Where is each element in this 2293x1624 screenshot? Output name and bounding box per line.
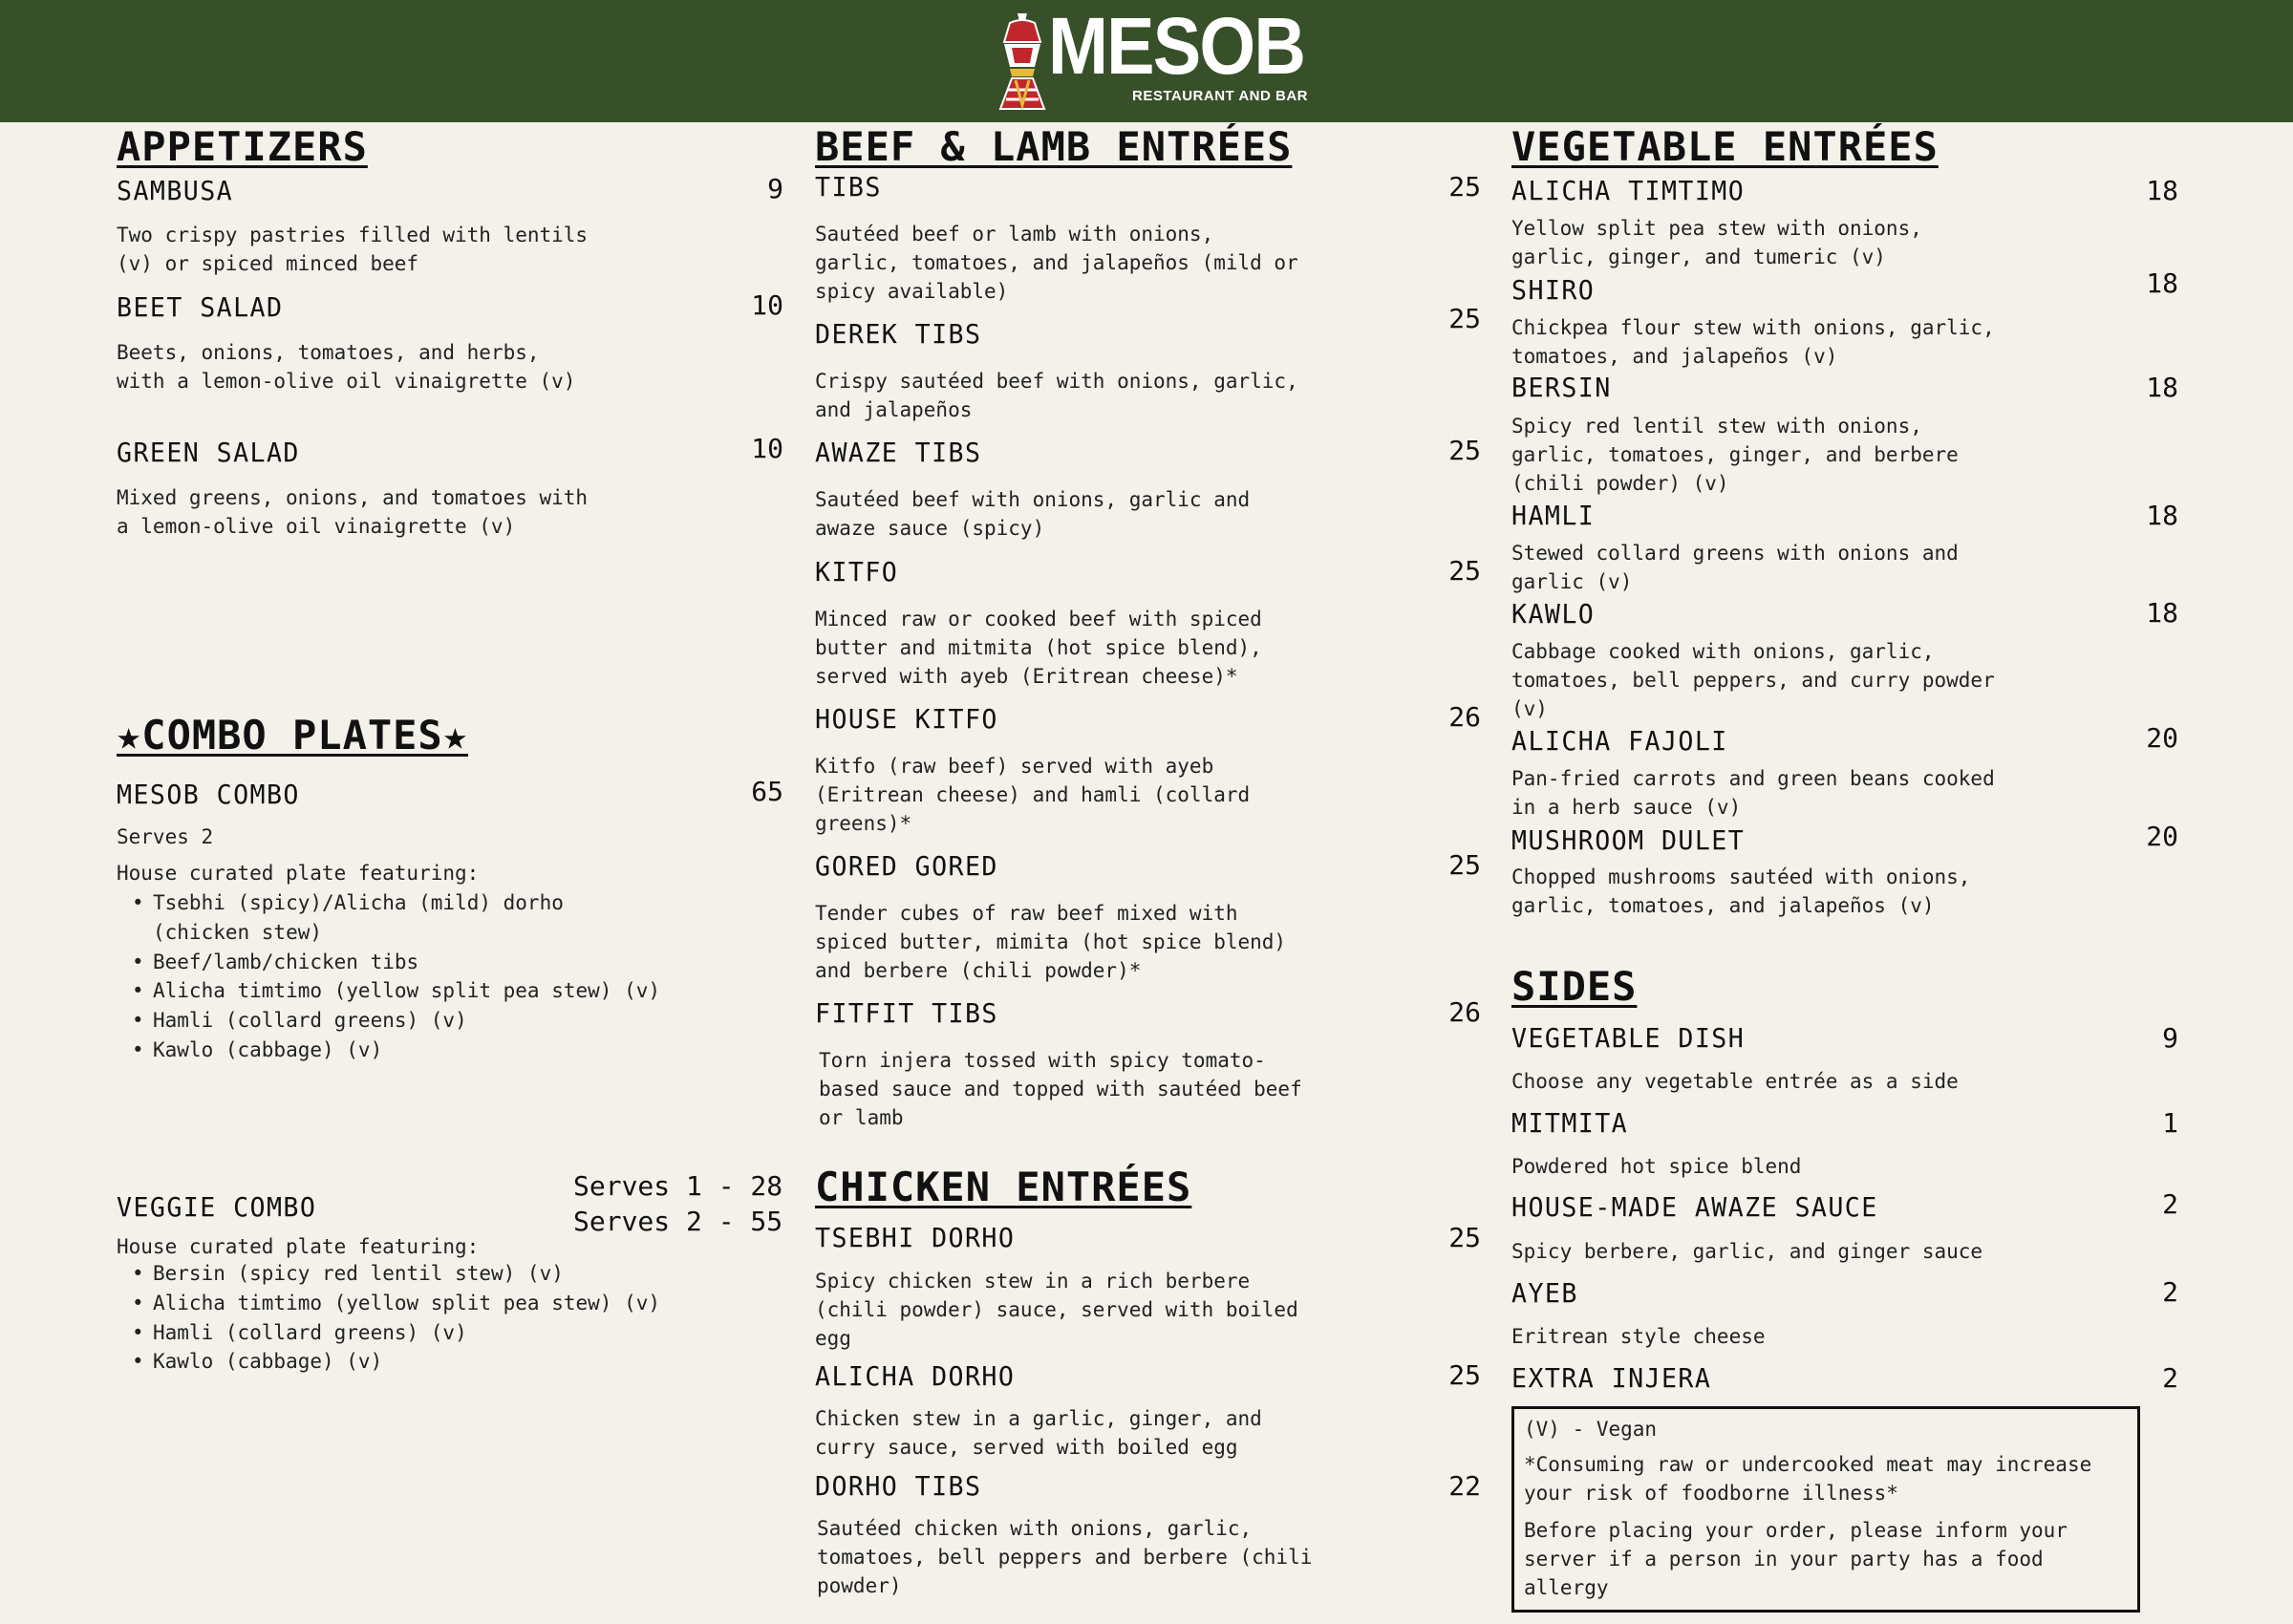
menu-item-price: 18 [2146,175,2178,206]
menu-item-description: Beets, onions, tomatoes, and herbs, with a lemon-olive oil vinaigrette (v) [117,341,576,393]
menu-item-price: 9 [767,173,783,204]
list-item: • Bersin (spicy red lentil stew) (v) [117,1259,660,1289]
menu-item-description: Eritrean style cheese [1511,1325,1766,1348]
menu-item-description: Crispy sautéed beef with onions, garlic, and jalapeños [815,370,1298,421]
menu-item-description: Choose any vegetable entrée as a side [1511,1070,1959,1093]
menu-item-description: Spicy berbere, garlic, and ginger sauce [1511,1240,1983,1263]
menu-item-name: GREEN SALAD [117,437,300,468]
menu-item-price: 20 [2146,821,2178,852]
list-item: • Hamli (collard greens) (v) [117,1006,660,1036]
menu-item-price: 25 [1448,435,1481,466]
menu-item-description: Sautéed beef with onions, garlic and awaze sauce (spicy) [815,488,1251,540]
appetizers-title: APPETIZERS [117,123,368,170]
menu-item-name: HOUSE KITFO [815,703,998,735]
veggie-combo-price-1: Serves 1 - 28 [573,1170,783,1202]
menu-item-name: SHIRO [1511,274,1596,306]
menu-item-name: TIBS [815,171,882,203]
menu-item-name: HAMLI [1511,500,1596,531]
menu-item-description: Powdered hot spice blend [1511,1155,1802,1178]
menu-item-name: MITMITA [1511,1107,1629,1139]
menu-item-name: BERSIN [1511,372,1612,403]
menu-item-description: Sautéed chicken with onions, garlic, tomatoes, bell peppers and berbere (chili powder) [817,1517,1313,1597]
menu-item-price: 10 [751,289,783,321]
menu-item-description: Spicy chicken stew in a rich berbere (chili powder) sauce, served with boiled egg [815,1270,1298,1350]
menu-item-name: MUSHROOM DULET [1511,824,1746,856]
combo-serves: Serves 2 [117,825,214,848]
list-item: • Tsebhi (spicy)/Alicha (mild) dorho (chicken stew) [117,888,660,948]
vegan-legend: (V) - Vegan [1524,1418,1658,1441]
menu-item-price: 9 [2162,1022,2178,1054]
menu-item-name: ALICHA DORHO [815,1360,1016,1392]
dietary-notice-box [1511,1406,2140,1613]
menu-item-description: Minced raw or cooked beef with spiced butter and mitmita (hot spice blend), served with ayeb (Eritrean cheese)* [815,608,1262,688]
menu-item-price: 20 [2146,722,2178,754]
menu-item-name: BEET SALAD [117,291,284,323]
menu-item-description: Chickpea flour stew with onions, garlic, tomatoes, and jalapeños (v) [1511,316,1995,368]
mesob-basket-icon [989,10,1056,113]
menu-item-name: EXTRA INJERA [1511,1362,1712,1394]
raw-meat-warning: *Consuming raw or undercooked meat may increase your risk of foodborne illness* [1524,1453,2092,1505]
menu-item-name: FITFIT TIBS [815,997,998,1029]
beef-lamb-title: BEEF & LAMB ENTRÉES [815,123,1293,170]
menu-item-price: 25 [1448,849,1481,881]
menu-item-name: KAWLO [1511,598,1596,630]
allergy-notice: Before placing your order, please inform your server if a person in your party has a food allergy [1524,1519,2068,1599]
menu-item-name: AWAZE TIBS [815,437,982,468]
menu-item-description: Cabbage cooked with onions, garlic, tomatoes, bell peppers, and curry powder (v) [1511,640,1995,720]
menu-item-price: 25 [1448,1222,1481,1253]
menu-item-name: MESOB COMBO [117,779,300,810]
veggie-combo-price-2: Serves 2 - 55 [573,1206,783,1237]
menu-item-price: 2 [2162,1276,2178,1308]
menu-item-description: Chicken stew in a garlic, ginger, and curry sauce, served with boiled egg [815,1407,1262,1459]
menu-item-price: 18 [2146,597,2178,629]
vegetable-title: VEGETABLE ENTRÉES [1511,123,1939,170]
list-item: • Beef/lamb/chicken tibs [117,948,660,977]
brand-name: MESOB [1048,1,1305,91]
menu-item-price: 2 [2162,1188,2178,1220]
list-item: • Alicha timtimo (yellow split pea stew) (v) [117,976,660,1006]
chicken-title: CHICKEN ENTRÉES [815,1164,1192,1210]
menu-item-name: VEGETABLE DISH [1511,1022,1746,1054]
menu-item-price: 2 [2162,1362,2178,1394]
menu-item-name: SAMBUSA [117,175,234,206]
list-item: • Hamli (collard greens) (v) [117,1318,660,1348]
menu-item-price: 26 [1448,996,1481,1028]
header-banner [0,0,2293,122]
menu-item-price: 10 [751,433,783,464]
combo-plates-title: ★COMBO PLATES★ [117,712,469,759]
menu-item-description: Sautéed beef or lamb with onions, garlic, tomatoes, and jalapeños (mild or spicy available) [815,223,1298,303]
menu-item-name: KITFO [815,556,899,588]
menu-item-price: 1 [2162,1107,2178,1139]
menu-item-price: 65 [751,776,783,807]
menu-item-price: 18 [2146,372,2178,403]
menu-item-price: 25 [1448,1359,1481,1391]
list-item: • Alicha timtimo (yellow split pea stew) (v) [117,1289,660,1318]
menu-item-name: TSEBHI DORHO [815,1222,1016,1253]
brand-subtitle: RESTAURANT AND BAR [1132,88,1308,104]
menu-item-description: Pan-fried carrots and green beans cooked in a herb sauce (v) [1511,767,1995,819]
menu-item-price: 25 [1448,555,1481,587]
menu-item-description: Stewed collard greens with onions and garlic (v) [1511,542,1959,593]
menu-item-description: Spicy red lentil stew with onions, garlic, tomatoes, ginger, and berbere (chili powder) (v) [1511,415,1959,495]
menu-item-description: Chopped mushrooms sautéed with onions, garlic, tomatoes, and jalapeños (v) [1511,865,1971,917]
menu-item-description: Two crispy pastries filled with lentils (v) or spiced minced beef [117,224,589,275]
menu-item-price: 25 [1448,171,1481,203]
menu-item-description: Tender cubes of raw beef mixed with spiced butter, mimita (hot spice blend) and berbere (chili powder)* [815,902,1287,982]
brand-logo [989,1,1308,115]
menu-item-name: DEREK TIBS [815,318,982,350]
menu-item-price: 18 [2146,267,2178,299]
menu-item-price: 26 [1448,701,1481,733]
menu-item-description: Yellow split pea stew with onions, garlic, ginger, and tumeric (v) [1511,217,1922,268]
menu-item-name: HOUSE-MADE AWAZE SAUCE [1511,1191,1878,1223]
list-item: • Kawlo (cabbage) (v) [117,1347,660,1377]
menu-item-name: DORHO TIBS [815,1470,982,1502]
menu-item-name: GORED GORED [815,850,998,882]
combo-items-list [117,1259,660,1377]
menu-item-name: VEGGIE COMBO [117,1191,317,1223]
menu-item-name: ALICHA FAJOLI [1511,725,1728,757]
menu-item-price: 22 [1448,1470,1481,1502]
menu-item-description: Mixed greens, onions, and tomatoes with a lemon-olive oil vinaigrette (v) [117,486,589,538]
menu-item-price: 18 [2146,500,2178,531]
sides-title: SIDES [1511,963,1638,1010]
menu-item-description: Kitfo (raw beef) served with ayeb (Eritrean cheese) and hamli (collard greens)* [815,755,1251,835]
menu-item-description: Torn injera tossed with spicy tomato- based sauce and topped with sautéed beef or lamb [819,1049,1302,1129]
combo-intro: House curated plate featuring: [117,862,480,885]
list-item: • Kawlo (cabbage) (v) [117,1036,660,1065]
menu-item-price: 25 [1448,303,1481,334]
menu-item-name: AYEB [1511,1277,1578,1309]
menu-item-name: ALICHA TIMTIMO [1511,175,1746,206]
combo-intro: House curated plate featuring: [117,1235,480,1258]
combo-items-list [117,888,660,1065]
